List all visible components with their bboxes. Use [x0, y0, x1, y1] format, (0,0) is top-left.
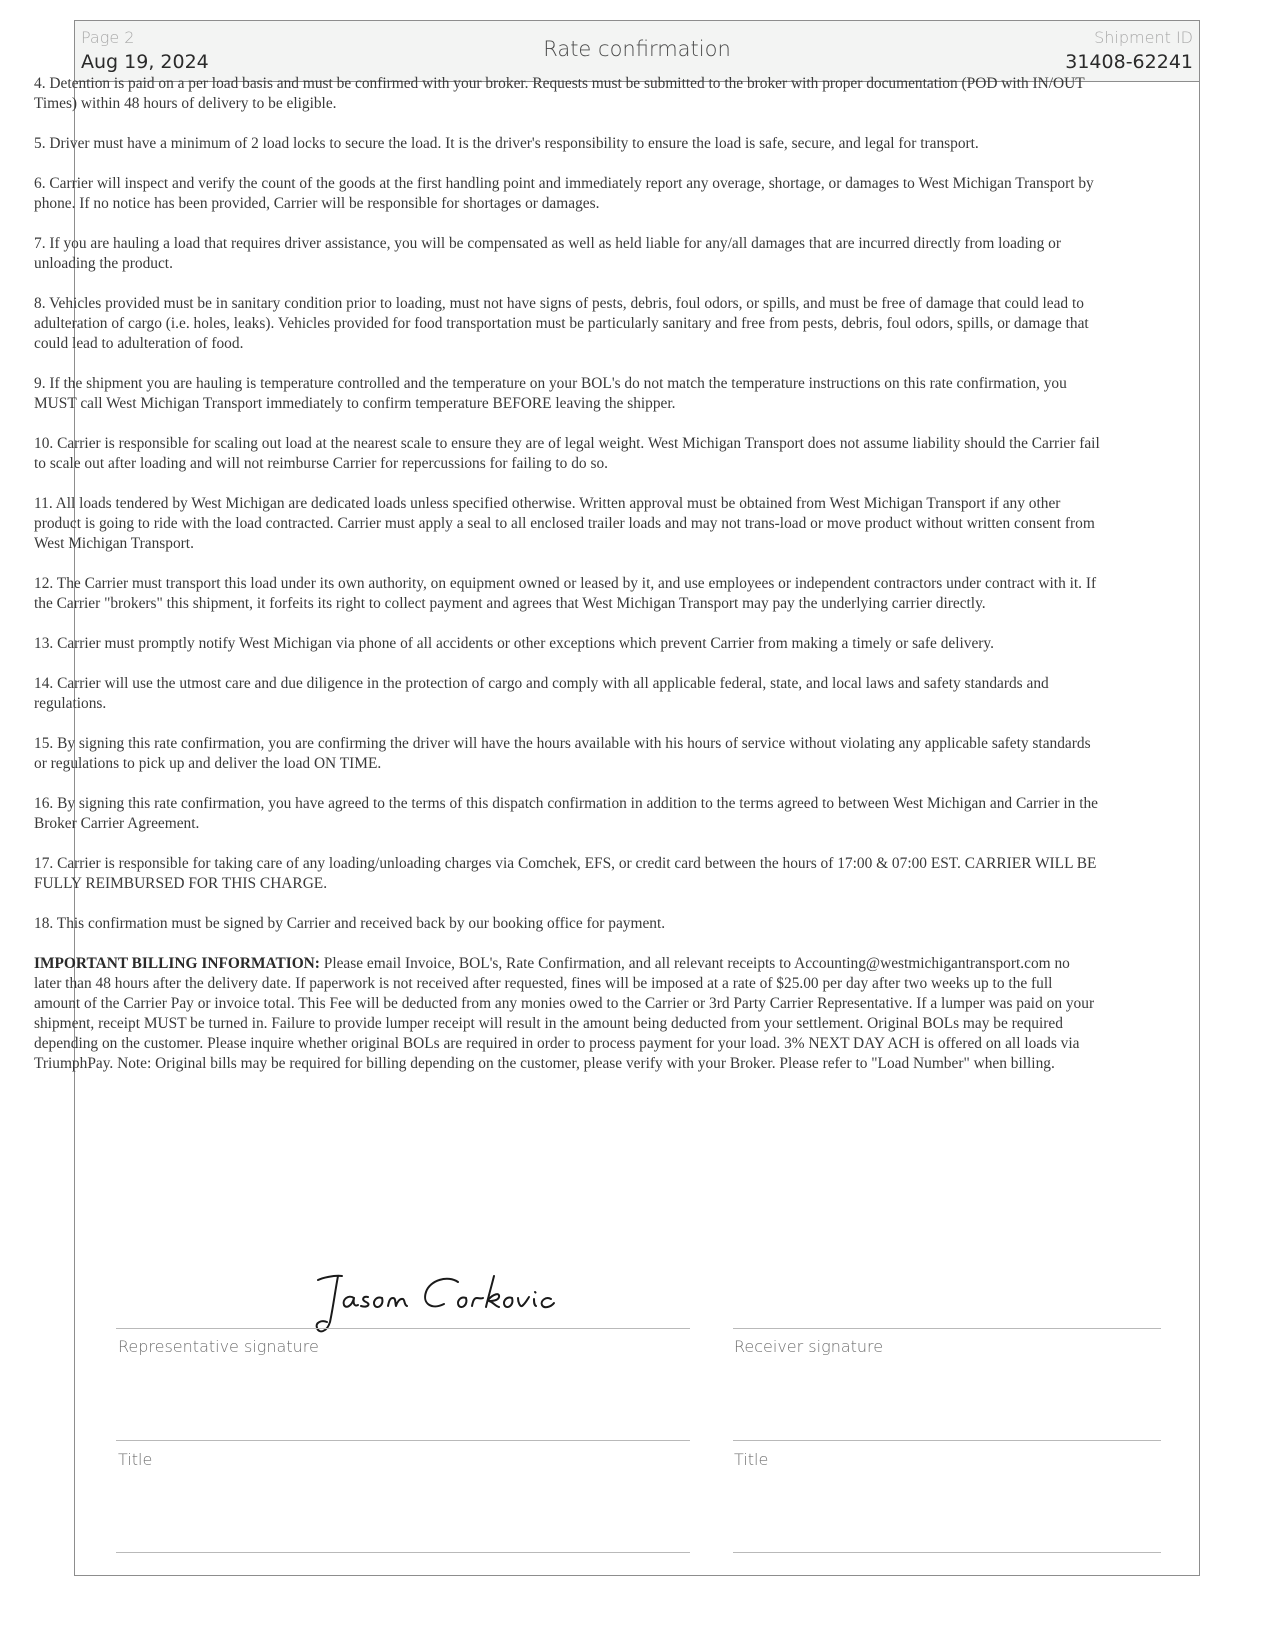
receiver-signature-line: [733, 1328, 1161, 1329]
term-item: 6. Carrier will inspect and verify the count of the goods at the first handling point and immediately report any overage, shortage, or damages to West Michigan Transport by phone. If no notice has been provided, Carrier will be responsible for shortages or damages.: [34, 175, 1094, 212]
representative-extra-line: [116, 1552, 690, 1553]
billing-information: [34, 954, 1100, 1074]
term-item: 11. All loads tendered by West Michigan are dedicated loads unless specified otherwise. Written approval must be obtained from West Michigan Transport if any other product is going to ride with the load contracted. Carrier must apply a seal to all enclosed trailer loads and may not trans-load or move product without written consent from West Michigan Transport.: [34, 495, 1095, 552]
receiver-signature-label: Receiver signature: [734, 1337, 884, 1356]
term-item: 17. Carrier is responsible for taking care of any loading/unloading charges via Comchek, EFS, or credit card between the hours of 17:00 & 07:00 EST. CARRIER WILL BE FULLY REIMBURSED FOR THIS CHARGE.: [34, 855, 1097, 892]
term-item: 7. If you are hauling a load that requires driver assistance, you will be compensated as well as held liable for any/all damages that are incurred directly from loading or unloading the product.: [34, 235, 1061, 272]
billing-text: Please email Invoice, BOL's, Rate Confirmation, and all relevant receipts to Accounting@westmichigantransport.com no later than 48 hours after the delivery date. If paperwork is not received after requested, fines will be imposed at a rate of $25.00 per day after two weeks up to the full amount of the Carrier Pay or invoice total. This Fee will be deducted from any monies owed to the Carrier or 3rd Party Carrier Representative. If a lumper was paid on your shipment, receipt MUST be turned in. Failure to provide lumper receipt will result in the amount being deducted from your settlement. Original BOLs may be required depending on the customer. Please inquire whether original BOLs are required in order to process payment for your load. 3% NEXT DAY ACH is offered on all loads via TriumphPay. Note: Original bills may be required for billing depending on the customer, please verify with your Broker. Please refer to "Load Number" when billing.: [34, 955, 1095, 1072]
term-item: 15. By signing this rate confirmation, you are confirming the driver will have the hours available with his hours of service without violating any applicable safety standards or regulations to pick up and deliver the load ON TIME.: [34, 735, 1091, 772]
page-header: [75, 21, 1199, 82]
receiver-title-line: [733, 1440, 1161, 1441]
receiver-title-label: Title: [734, 1450, 769, 1469]
representative-title-line: [116, 1440, 690, 1441]
representative-title-label: Title: [118, 1450, 153, 1469]
term-item: 9. If the shipment you are hauling is temperature controlled and the temperature on your BOL's do not match the temperature instructions on this rate confirmation, you MUST call West Michigan Transport immediately to confirm temperature BEFORE leaving the shipper.: [34, 375, 1067, 412]
billing-heading: IMPORTANT BILLING INFORMATION:: [34, 955, 320, 972]
term-item: 16. By signing this rate confirmation, you have agreed to the terms of this dispatch confirmation in addition to the terms agreed to between West Michigan and Carrier in the Broker Carrier Agreement.: [34, 795, 1099, 832]
term-item: 5. Driver must have a minimum of 2 load locks to secure the load. It is the driver's responsibility to ensure the load is safe, secure, and legal for transport.: [34, 135, 979, 152]
terms-section: [34, 74, 1100, 1074]
document-date: Aug 19, 2024: [81, 51, 209, 73]
term-item: 13. Carrier must promptly notify West Michigan via phone of all accidents or other exceptions which prevent Carrier from making a timely or safe delivery.: [34, 635, 994, 652]
term-item: 12. The Carrier must transport this load under its own authority, on equipment owned or leased by it, and use employees or independent contractors under contract with it. If the Carrier "brokers" this shipment, it forfeits its right to collect payment and agrees that West Michigan Transport may pay the underlying carrier directly.: [34, 575, 1097, 612]
term-item: 14. Carrier will use the utmost care and due diligence in the protection of cargo and comply with all applicable federal, state, and local laws and safety standards and regulations.: [34, 675, 1049, 712]
page-number: Page 2: [81, 28, 135, 47]
representative-signature-line: [116, 1328, 690, 1329]
receiver-extra-line: [733, 1552, 1161, 1553]
term-item: 18. This confirmation must be signed by Carrier and received back by our booking office for payment.: [34, 915, 666, 932]
term-item: 4. Detention is paid on a per load basis and must be confirmed with your broker. Requests must be submitted to the broker with proper documentation (POD with IN/OUT Times) within 48 hours of delivery to be eligible.: [34, 75, 1085, 112]
term-item: 10. Carrier is responsible for scaling out load at the nearest scale to ensure they are of legal weight. West Michigan Transport does not assume liability should the Carrier fail to scale out after loading and will not reimburse Carrier for repercussions for failing to do so.: [34, 435, 1100, 472]
representative-signature-image: [308, 1270, 568, 1346]
handwritten-signature-icon: [308, 1270, 568, 1342]
shipment-id-label: Shipment ID: [1094, 28, 1193, 47]
representative-signature-label: Representative signature: [118, 1337, 319, 1356]
header-right: [1065, 28, 1193, 75]
term-item: 8. Vehicles provided must be in sanitary condition prior to loading, must not have signs of pests, debris, foul odors, or spills, and must be free of damage that could lead to adulteration of cargo (i.e. holes, leaks). Vehicles provided for food transportation must be particularly sanitary and free from pests, debris, foul odors, spills, or damage that could lead to adulteration of food.: [34, 295, 1089, 352]
document-title: Rate confirmation: [543, 37, 731, 61]
shipment-id-value: 31408-62241: [1065, 51, 1193, 73]
